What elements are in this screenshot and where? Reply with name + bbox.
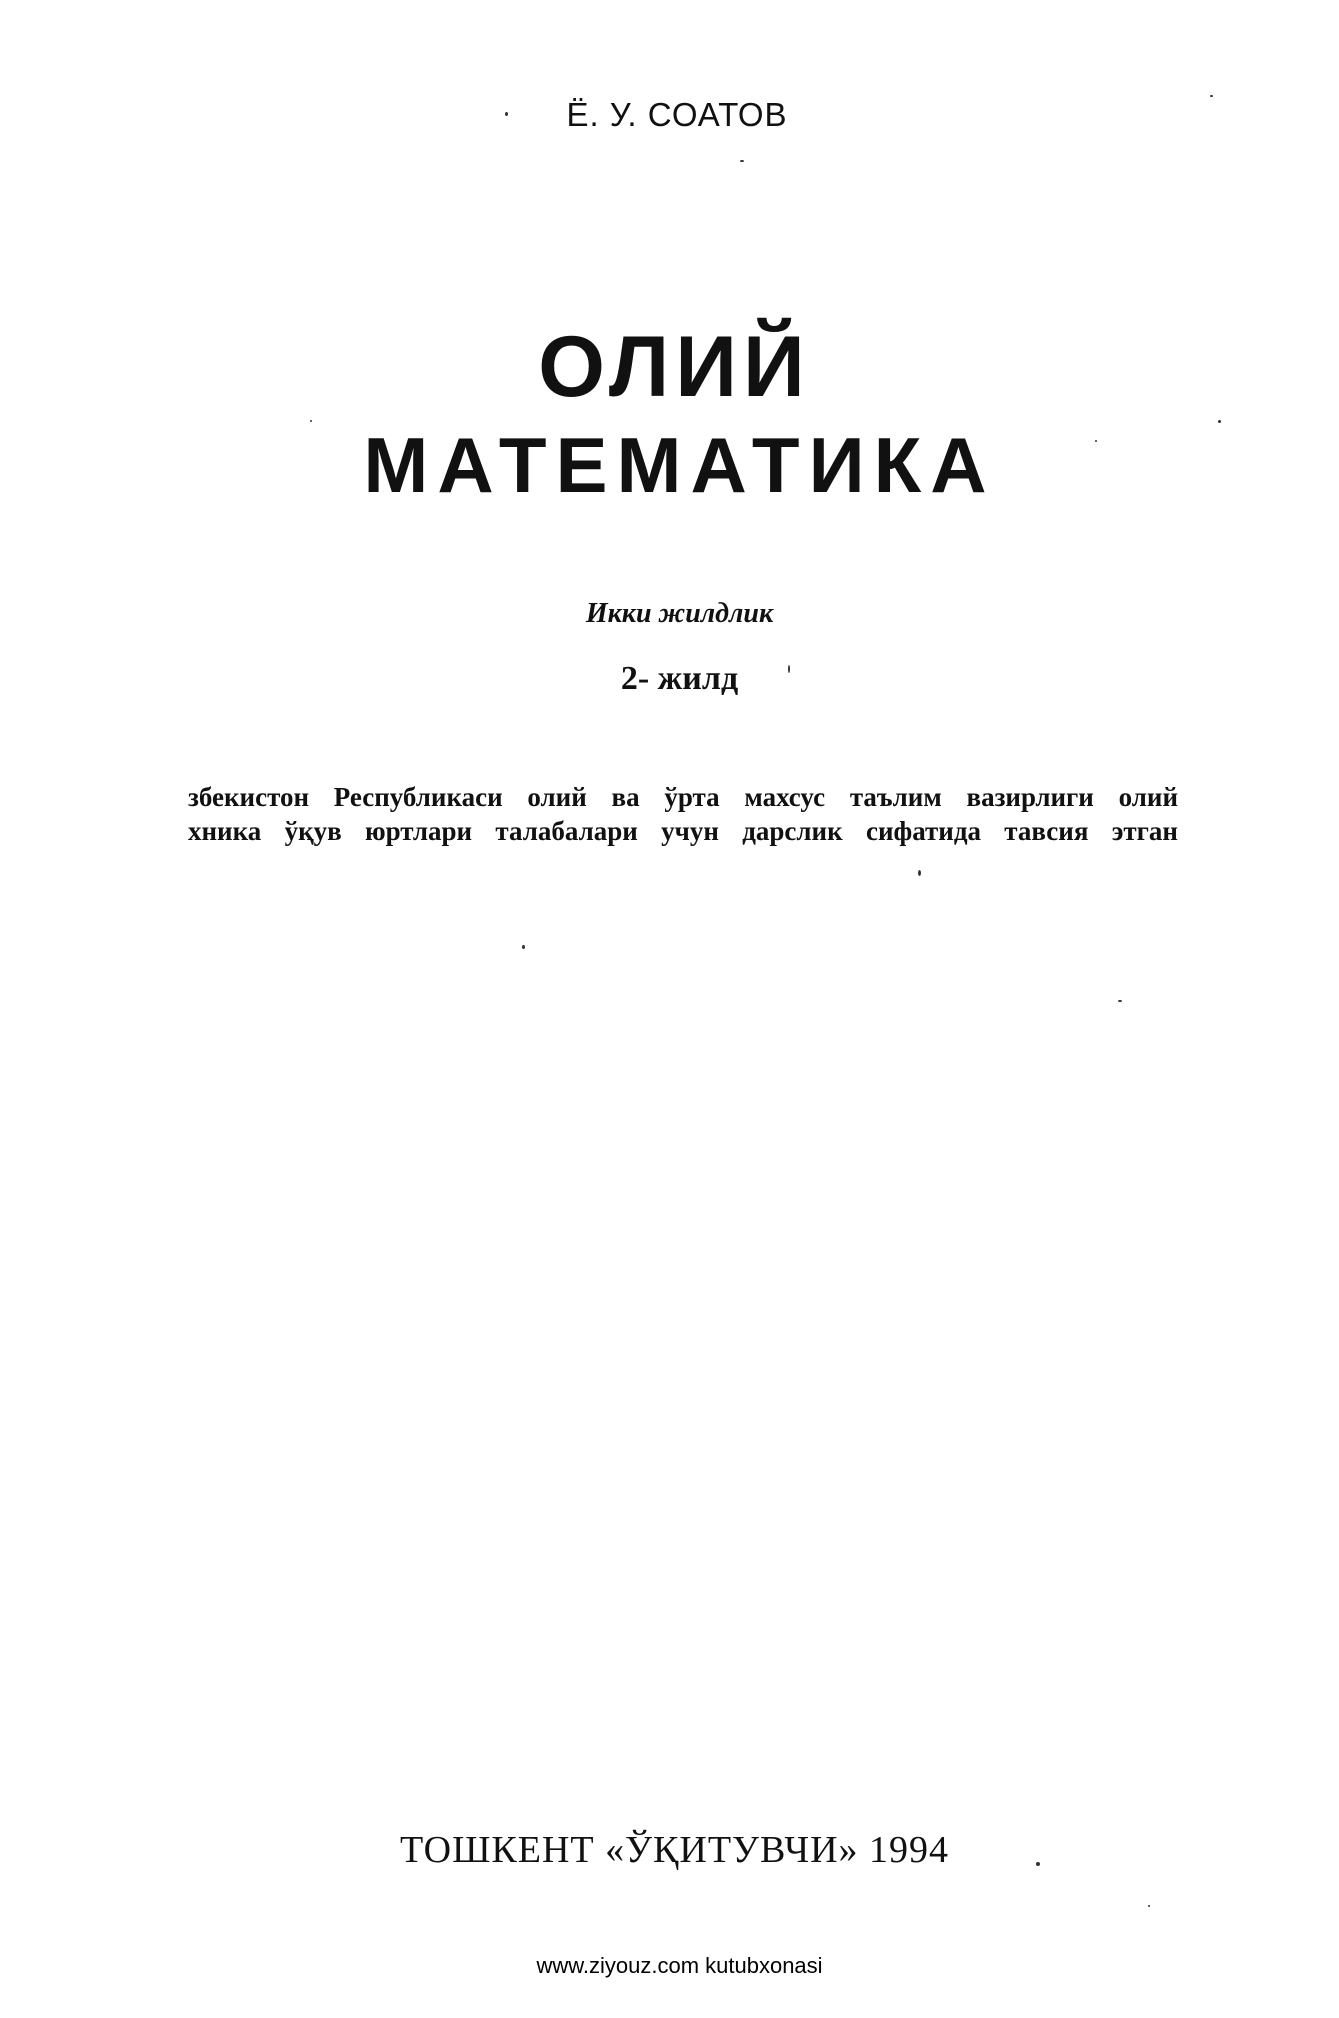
volume-number: 2- жилд [620, 660, 739, 697]
scan-speck [1118, 1000, 1122, 1002]
website-footer: www.ziyouz.com kutubxonasi [536, 1953, 823, 1978]
publisher-imprint: ТОШКЕНТ «ЎҚИТУВЧИ» 1994 [399, 1829, 950, 1871]
approval-line-2: хника ўқув юртлари талабалари учун дарслик сифатида тавсия этган [188, 816, 1178, 846]
author-name: Ё. У. СОАТОВ [566, 96, 788, 133]
book-title-line-1: ОЛИЙ [538, 319, 811, 415]
scan-speck [310, 420, 312, 422]
scan-speck [1210, 95, 1213, 97]
scan-speck [740, 160, 744, 162]
scan-speck [788, 665, 790, 673]
scan-speck [1095, 440, 1097, 442]
edition-subtitle: Икки жилдлик [585, 598, 774, 629]
scan-speck [1036, 1862, 1040, 1866]
scan-speck [1218, 420, 1221, 423]
scan-speck [522, 945, 525, 949]
scan-speck [1148, 1905, 1150, 1907]
scan-speck [918, 870, 921, 876]
approval-statement [188, 780, 1178, 848]
approval-line-1: збекистон Республикаси олий ва ўрта махсус таълим вазирлиги олий [188, 782, 1178, 812]
scan-speck [505, 112, 508, 116]
book-title-line-2: МАТЕМАТИКА [363, 421, 996, 509]
